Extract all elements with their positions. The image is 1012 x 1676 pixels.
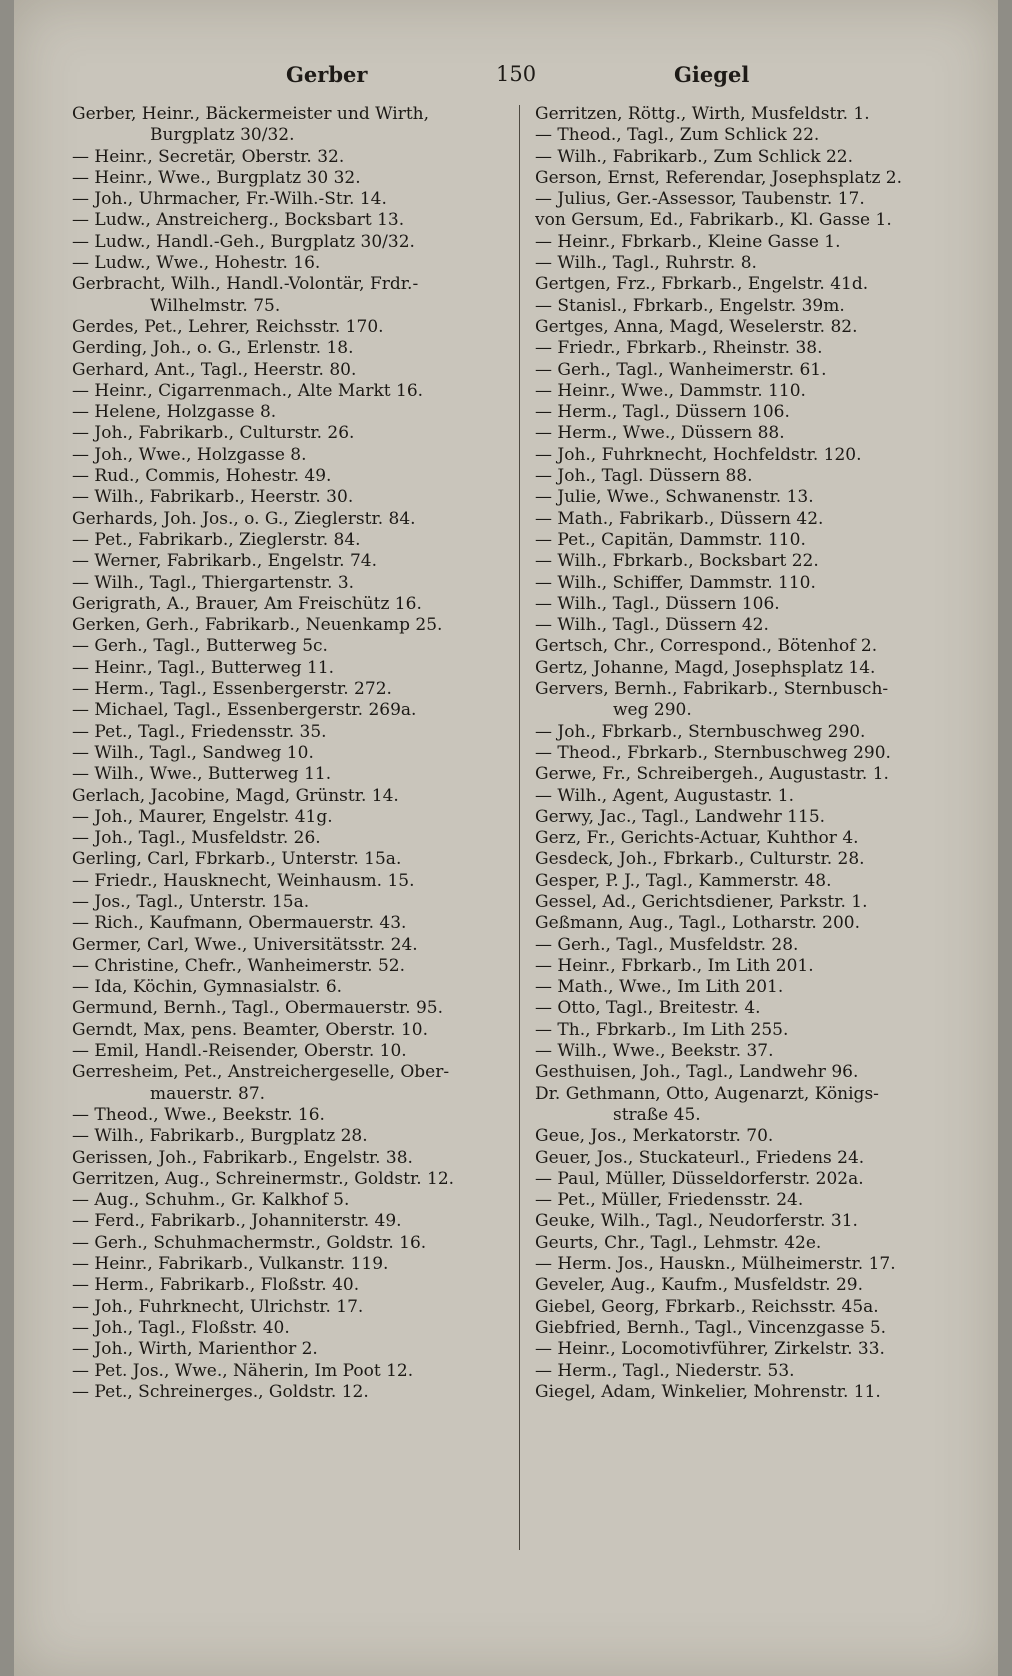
directory-entry-line: — Ludw., Anstreicherg., Bocksbart 13. xyxy=(72,210,405,231)
directory-entry-line: — Joh., Wirth, Marienthor 2. xyxy=(72,1339,318,1360)
directory-entry-line: — Ludw., Handl.-Geh., Burgplatz 30/32. xyxy=(72,231,415,252)
directory-entry-line: Gerigrath, A., Brauer, Am Freischütz 16. xyxy=(72,593,422,614)
directory-entry-line: — Pet., Fabrikarb., Zieglerstr. 84. xyxy=(72,529,361,550)
directory-entry-line: — Julius, Ger.-Assessor, Taubenstr. 17. xyxy=(535,189,865,210)
page-number: 150 xyxy=(496,62,537,86)
directory-entry-line: Gerhards, Joh. Jos., o. G., Zieglerstr. 84. xyxy=(72,508,416,529)
directory-entry-line: — Joh., Fabrikarb., Culturstr. 26. xyxy=(72,423,355,444)
directory-entry-line: Gerhard, Ant., Tagl., Heerstr. 80. xyxy=(72,359,357,380)
directory-entry-line: mauerstr. 87. xyxy=(150,1083,266,1104)
directory-entry-line: Gerlach, Jacobine, Magd, Grünstr. 14. xyxy=(72,785,399,806)
directory-entry-line: — Heinr., Fbrkarb., Im Lith 201. xyxy=(535,955,814,976)
directory-entry-line: — Heinr., Locomotivführer, Zirkelstr. 33. xyxy=(535,1339,885,1360)
directory-entry-line: — Pet., Müller, Friedensstr. 24. xyxy=(535,1190,804,1211)
directory-entry-line: — Wilh., Tagl., Ruhrstr. 8. xyxy=(535,253,757,274)
directory-entry-line: — Joh., Tagl. Düssern 88. xyxy=(535,466,753,487)
directory-entry-line: — Herm. Jos., Hauskn., Mülheimerstr. 17. xyxy=(535,1254,896,1275)
directory-entry-line: — Theod., Tagl., Zum Schlick 22. xyxy=(535,125,820,146)
directory-entry-line: Giebel, Georg, Fbrkarb., Reichsstr. 45a. xyxy=(535,1296,879,1317)
directory-entry-line: — Theod., Fbrkarb., Sternbuschweg 290. xyxy=(535,742,891,763)
directory-entry-line: — Wilh., Tagl., Thiergartenstr. 3. xyxy=(72,572,355,593)
directory-entry-line: — Heinr., Fbrkarb., Kleine Gasse 1. xyxy=(535,231,841,252)
directory-entry-line: Gerdes, Pet., Lehrer, Reichsstr. 170. xyxy=(72,316,384,337)
directory-entry-line: — Friedr., Fbrkarb., Rheinstr. 38. xyxy=(535,338,823,359)
directory-entry-line: — Herm., Tagl., Niederstr. 53. xyxy=(535,1360,795,1381)
directory-entry-line: — Wilh., Tagl., Sandweg 10. xyxy=(72,742,314,763)
directory-entry-line: — Joh., Uhrmacher, Fr.-Wilh.-Str. 14. xyxy=(72,189,387,210)
directory-entry-line: Geue, Jos., Merkatorstr. 70. xyxy=(535,1126,774,1147)
header-right-keyword: Giegel xyxy=(674,62,750,87)
directory-entry-line: — Ida, Köchin, Gymnasialstr. 6. xyxy=(72,977,343,998)
directory-entry-line: — Gerh., Tagl., Butterweg 5c. xyxy=(72,636,328,657)
directory-entry-line: Gerissen, Joh., Fabrikarb., Engelstr. 38. xyxy=(72,1147,413,1168)
directory-entry-line: Gerber, Heinr., Bäckermeister und Wirth, xyxy=(72,104,430,124)
directory-entry-line: Dr. Gethmann, Otto, Augenarzt, Königs- xyxy=(535,1083,879,1104)
directory-entry-line: — Joh., Tagl., Floßstr. 40. xyxy=(72,1317,290,1338)
directory-entry-line: — Herm., Tagl., Düssern 106. xyxy=(535,402,790,423)
directory-entry-line: — Wilh., Wwe., Butterweg 11. xyxy=(72,764,332,785)
directory-entry-line: Gerken, Gerh., Fabrikarb., Neuenkamp 25. xyxy=(72,615,443,636)
directory-entry-line: — Joh., Maurer, Engelstr. 41g. xyxy=(72,806,333,827)
directory-entry-line: — Heinr., Wwe., Dammstr. 110. xyxy=(535,380,806,401)
directory-entry-line: Geuer, Jos., Stuckateurl., Friedens 24. xyxy=(535,1147,865,1168)
directory-entry-line: — Heinr., Fabrikarb., Vulkanstr. 119. xyxy=(72,1254,389,1275)
directory-entry-line: Gerwe, Fr., Schreibergeh., Augustastr. 1. xyxy=(535,764,889,785)
directory-entry-line: Gesdeck, Joh., Fbrkarb., Culturstr. 28. xyxy=(535,849,865,870)
directory-entry-line: — Gerh., Tagl., Wanheimerstr. 61. xyxy=(535,359,827,380)
directory-entry-line: — Joh., Fuhrknecht, Hochfeldstr. 120. xyxy=(535,444,862,465)
directory-entry-line: — Rud., Commis, Hohestr. 49. xyxy=(72,466,332,487)
directory-entry-line: — Emil, Handl.-Reisender, Oberstr. 10. xyxy=(72,1041,407,1062)
directory-entry-line: — Herm., Fabrikarb., Floßstr. 40. xyxy=(72,1275,360,1296)
directory-entry-line: — Wilh., Fabrikarb., Burgplatz 28. xyxy=(72,1126,368,1147)
directory-entry-line: — Heinr., Tagl., Butterweg 11. xyxy=(72,657,335,678)
directory-entry-line: Gesthuisen, Joh., Tagl., Landwehr 96. xyxy=(535,1062,859,1083)
header-left-keyword: Gerber xyxy=(286,62,368,87)
directory-entry-line: — Wilh., Fabrikarb., Zum Schlick 22. xyxy=(535,146,854,167)
directory-entry-line: — Pet. Jos., Wwe., Näherin, Im Poot 12. xyxy=(72,1360,414,1381)
directory-entry-line: — Jos., Tagl., Unterstr. 15a. xyxy=(72,891,310,912)
directory-entry-line: Gervers, Bernh., Fabrikarb., Sternbusch- xyxy=(535,679,889,700)
directory-entry-line: — Math., Fabrikarb., Düssern 42. xyxy=(535,508,824,529)
directory-entry-line: — Th., Fbrkarb., Im Lith 255. xyxy=(535,1019,789,1040)
directory-entry-line: — Wilh., Fabrikarb., Heerstr. 30. xyxy=(72,487,354,508)
directory-entry-line: Gesper, P. J., Tagl., Kammerstr. 48. xyxy=(535,870,832,891)
directory-entry-line: — Wilh., Tagl., Düssern 106. xyxy=(535,593,780,614)
directory-entry-line: — Michael, Tagl., Essenbergerstr. 269a. xyxy=(72,700,417,721)
directory-entry-line: Geveler, Aug., Kaufm., Musfeldstr. 29. xyxy=(535,1275,864,1296)
directory-page xyxy=(14,0,998,1676)
directory-entry-line: — Wilh., Schiffer, Dammstr. 110. xyxy=(535,572,816,593)
directory-entry-line: Gerndt, Max, pens. Beamter, Oberstr. 10. xyxy=(72,1019,429,1040)
directory-entry-line: Giebfried, Bernh., Tagl., Vincenzgasse 5. xyxy=(535,1317,887,1338)
directory-entry-line: Wilhelmstr. 75. xyxy=(150,295,281,316)
directory-entry-line: straße 45. xyxy=(613,1104,701,1125)
directory-entry-line: Gerritzen, Aug., Schreinermstr., Goldstr. 12. xyxy=(72,1168,455,1189)
directory-entry-line: — Friedr., Hausknecht, Weinhausm. 15. xyxy=(72,870,415,891)
directory-entry-line: — Joh., Fbrkarb., Sternbuschweg 290. xyxy=(535,721,866,742)
directory-entry-line: — Wilh., Agent, Augustastr. 1. xyxy=(535,785,795,806)
directory-entry-line: — Gerh., Tagl., Musfeldstr. 28. xyxy=(535,934,799,955)
directory-entry-line: — Julie, Wwe., Schwanenstr. 13. xyxy=(535,487,814,508)
directory-entry-line: von Gersum, Ed., Fabrikarb., Kl. Gasse 1. xyxy=(535,210,892,231)
right-column xyxy=(535,104,985,1403)
directory-entry-line: — Rich., Kaufmann, Obermauerstr. 43. xyxy=(72,913,407,934)
page-header xyxy=(14,62,998,96)
directory-entry-line: Gerritzen, Röttg., Wirth, Musfeldstr. 1. xyxy=(535,104,870,124)
directory-entry-line: — Christine, Chefr., Wanheimerstr. 52. xyxy=(72,955,406,976)
directory-entry-line: — Wilh., Tagl., Düssern 42. xyxy=(535,615,769,636)
directory-entry-line: — Herm., Wwe., Düssern 88. xyxy=(535,423,785,444)
directory-entry-line: Gerling, Carl, Fbrkarb., Unterstr. 15a. xyxy=(72,849,402,870)
directory-entry-line: Gerding, Joh., o. G., Erlenstr. 18. xyxy=(72,338,354,359)
directory-entry-line: — Pet., Capitän, Dammstr. 110. xyxy=(535,529,806,550)
directory-entry-line: — Gerh., Schuhmachermstr., Goldstr. 16. xyxy=(72,1232,427,1253)
directory-entry-line: — Wilh., Wwe., Beekstr. 37. xyxy=(535,1041,774,1062)
directory-entry-line: Geurts, Chr., Tagl., Lehmstr. 42e. xyxy=(535,1232,822,1253)
directory-entry-line: — Aug., Schuhm., Gr. Kalkhof 5. xyxy=(72,1190,350,1211)
directory-entry-line: weg 290. xyxy=(613,700,692,721)
directory-entry-line: — Joh., Fuhrknecht, Ulrichstr. 17. xyxy=(72,1296,364,1317)
directory-entry-line: Geuke, Wilh., Tagl., Neudorferstr. 31. xyxy=(535,1211,858,1232)
directory-entry-line: Gertgen, Frz., Fbrkarb., Engelstr. 41d. xyxy=(535,274,869,295)
directory-entry-line: — Helene, Holzgasse 8. xyxy=(72,402,277,423)
directory-entry-line: — Heinr., Cigarrenmach., Alte Markt 16. xyxy=(72,380,424,401)
directory-entry-line: Gertsch, Chr., Correspond., Bötenhof 2. xyxy=(535,636,878,657)
directory-entry-line: Gerwy, Jac., Tagl., Landwehr 115. xyxy=(535,806,826,827)
directory-entry-line: Gerbracht, Wilh., Handl.-Volontär, Frdr.- xyxy=(72,274,419,295)
directory-entry-line: — Wilh., Fbrkarb., Bocksbart 22. xyxy=(535,551,819,572)
directory-entry-line: Gerresheim, Pet., Anstreichergeselle, Ober- xyxy=(72,1062,450,1083)
directory-entry-line: — Ludw., Wwe., Hohestr. 16. xyxy=(72,253,321,274)
directory-entry-line: — Heinr., Secretär, Oberstr. 32. xyxy=(72,146,345,167)
directory-entry-line: Germund, Bernh., Tagl., Obermauerstr. 95. xyxy=(72,998,444,1019)
directory-entry-line: — Otto, Tagl., Breitestr. 4. xyxy=(535,998,761,1019)
directory-entry-line: — Joh., Tagl., Musfeldstr. 26. xyxy=(72,828,321,849)
directory-entry-line: Germer, Carl, Wwe., Universitätsstr. 24. xyxy=(72,934,418,955)
directory-entry-line: — Heinr., Wwe., Burgplatz 30 32. xyxy=(72,167,361,188)
directory-entry-line: — Herm., Tagl., Essenbergerstr. 272. xyxy=(72,679,392,700)
directory-entry-line: — Paul, Müller, Düsseldorferstr. 202a. xyxy=(535,1168,864,1189)
directory-entry-line: — Ferd., Fabrikarb., Johanniterstr. 49. xyxy=(72,1211,402,1232)
directory-entry-line: — Werner, Fabrikarb., Engelstr. 74. xyxy=(72,551,378,572)
left-column xyxy=(72,104,512,1403)
column-divider xyxy=(519,105,520,1550)
directory-entry-line: Gessel, Ad., Gerichtsdiener, Parkstr. 1. xyxy=(535,891,868,912)
directory-entry-line: Giegel, Adam, Winkelier, Mohrenstr. 11. xyxy=(535,1381,881,1402)
directory-entry-line: Gerson, Ernst, Referendar, Josephsplatz 2. xyxy=(535,167,903,188)
directory-entry-line: Gertges, Anna, Magd, Weselerstr. 82. xyxy=(535,316,858,337)
directory-entry-line: Gertz, Johanne, Magd, Josephsplatz 14. xyxy=(535,657,876,678)
directory-entry-line: — Joh., Wwe., Holzgasse 8. xyxy=(72,444,307,465)
directory-entry-line: Gerz, Fr., Gerichts-Actuar, Kuhthor 4. xyxy=(535,828,859,849)
directory-entry-line: — Stanisl., Fbrkarb., Engelstr. 39m. xyxy=(535,295,845,316)
directory-entry-line: — Theod., Wwe., Beekstr. 16. xyxy=(72,1104,325,1125)
directory-entry-line: — Pet., Schreinerges., Goldstr. 12. xyxy=(72,1381,369,1402)
directory-entry-line: — Pet., Tagl., Friedensstr. 35. xyxy=(72,721,327,742)
directory-entry-line: Burgplatz 30/32. xyxy=(150,125,295,146)
directory-entry-line: Geßmann, Aug., Tagl., Lotharstr. 200. xyxy=(535,913,861,934)
directory-entry-line: — Math., Wwe., Im Lith 201. xyxy=(535,977,784,998)
